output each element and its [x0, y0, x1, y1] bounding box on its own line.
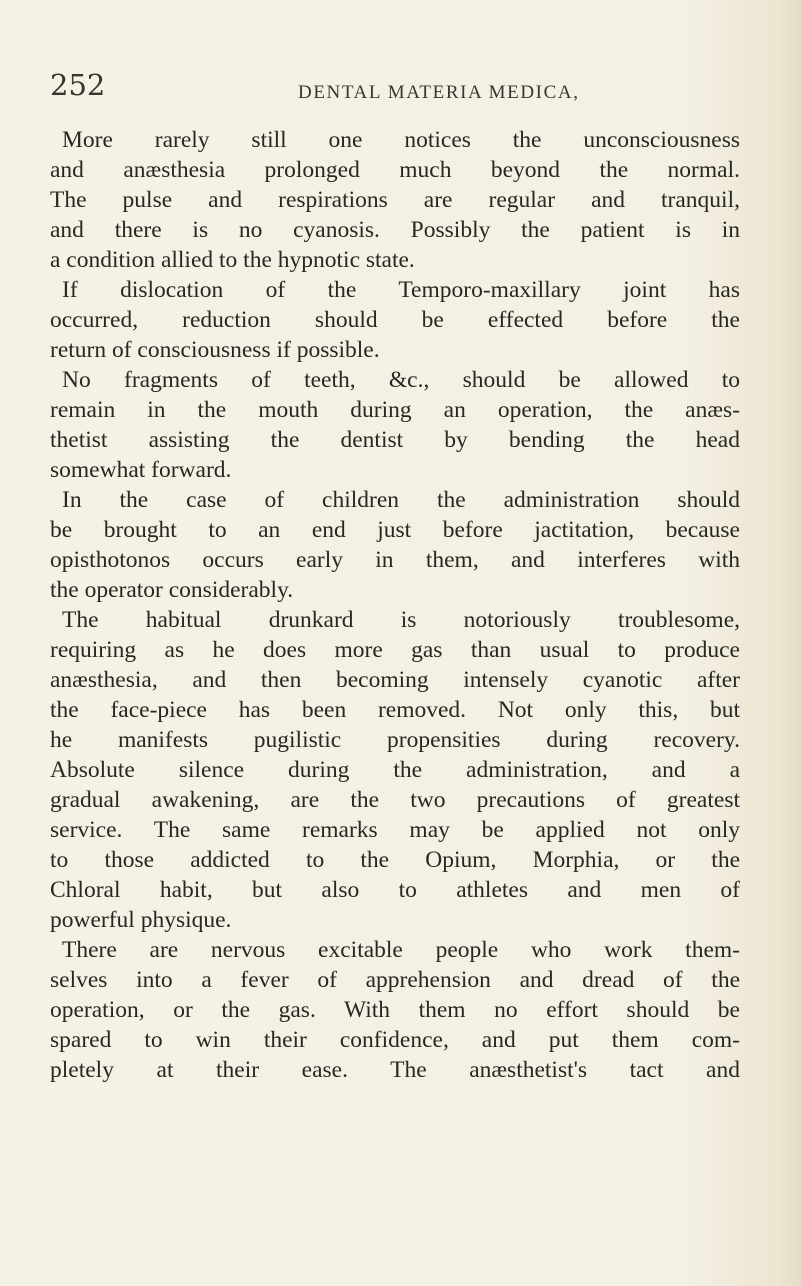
text-line: the operator considerably.	[50, 577, 294, 603]
page-header	[50, 68, 750, 108]
text-line: gradual awakening, are the two precautions of greatest	[50, 787, 740, 813]
text-line: requiring as he does more gas than usual to produce	[50, 637, 740, 663]
text-line: anæsthesia, and then becoming intensely cyanotic after	[50, 667, 740, 693]
text-line: service. The same remarks may be applied not only	[50, 817, 740, 843]
text-line: remain in the mouth during an operation, the anæs-	[50, 397, 740, 423]
text-line: Chloral habit, but also to athletes and men of	[50, 877, 740, 903]
body-text	[50, 125, 740, 1085]
text-line: selves into a fever of apprehension and dread of the	[50, 967, 740, 993]
text-line: If dislocation of the Temporo-maxillary joint has	[62, 277, 740, 303]
text-line: The habitual drunkard is notoriously troublesome,	[62, 607, 740, 633]
text-line: There are nervous excitable people who work them-	[62, 937, 740, 963]
text-line: be brought to an end just before jactitation, because	[50, 517, 740, 543]
text-line: the face-piece has been removed. Not only this, but	[50, 697, 740, 723]
text-line: a condition allied to the hypnotic state.	[50, 247, 415, 273]
text-line: powerful physique.	[50, 907, 232, 933]
text-line: pletely at their ease. The anæsthetist's tact and	[50, 1057, 740, 1083]
text-line: and there is no cyanosis. Possibly the patient is in	[50, 217, 740, 243]
text-line: spared to win their confidence, and put them com-	[50, 1027, 740, 1053]
text-line: No fragments of teeth, &c., should be allowed to	[62, 367, 740, 393]
text-line: somewhat forward.	[50, 457, 232, 483]
text-line: Absolute silence during the administration, and a	[50, 757, 740, 783]
running-head: DENTAL MATERIA MEDICA,	[298, 82, 580, 103]
page-number: 252	[50, 68, 106, 102]
text-line: occurred, reduction should be effected before the	[50, 307, 740, 333]
text-line: thetist assisting the dentist by bending the head	[50, 427, 740, 453]
text-line: opisthotonos occurs early in them, and interferes with	[50, 547, 740, 573]
text-line: More rarely still one notices the unconsciousness	[62, 127, 740, 153]
text-line: he manifests pugilistic propensities during recovery.	[50, 727, 740, 753]
text-line: operation, or the gas. With them no effort should be	[50, 997, 740, 1023]
text-line: and anæsthesia prolonged much beyond the normal.	[50, 157, 740, 183]
text-line: The pulse and respirations are regular and tranquil,	[50, 187, 740, 213]
text-line: to those addicted to the Opium, Morphia, or the	[50, 847, 740, 873]
text-line: return of consciousness if possible.	[50, 337, 380, 363]
text-line: In the case of children the administration should	[62, 487, 740, 513]
